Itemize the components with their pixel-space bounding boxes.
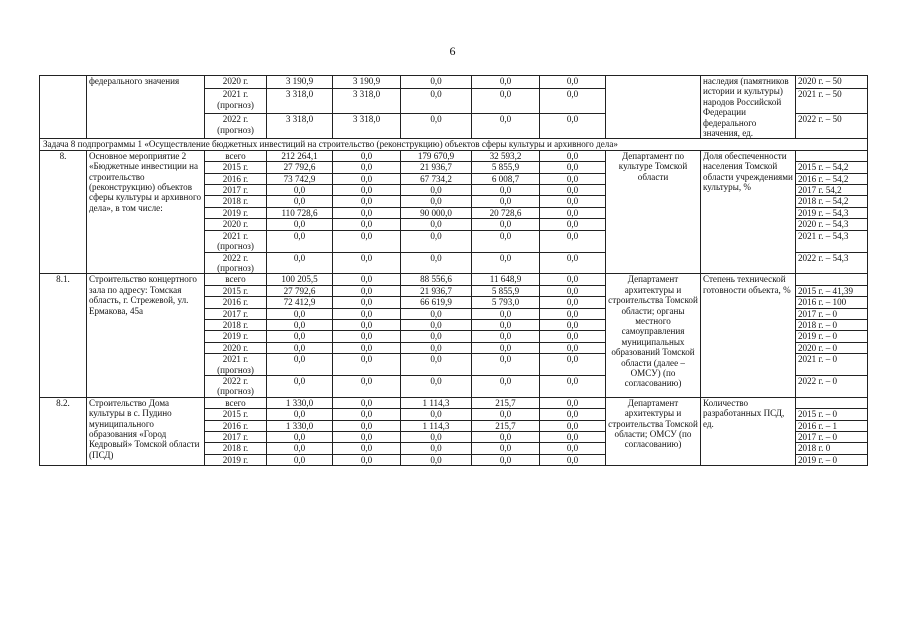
value-cell: 0,0 xyxy=(540,454,606,465)
value-cell: 0,0 xyxy=(333,173,401,184)
task-heading: Задача 8 подпрограммы 1 «Осуществление бюджетных инвестиций на строительство (реконструкцию) объектов сферы культуры и архивного дела» xyxy=(40,139,868,150)
value-cell: 0,0 xyxy=(540,375,606,397)
indicator-value-cell: 2020 г. – 54,3 xyxy=(796,219,868,230)
indicator-value-cell: 2022 г. – 50 xyxy=(796,114,868,139)
indicator-value-cell xyxy=(796,150,868,161)
value-cell: 0,0 xyxy=(333,331,401,342)
value-cell: 0,0 xyxy=(401,342,472,353)
value-cell: 0,0 xyxy=(267,354,333,376)
value-cell: 0,0 xyxy=(333,375,401,397)
value-cell: 1 114,3 xyxy=(401,397,472,408)
value-cell: 0,0 xyxy=(401,331,472,342)
value-cell: 5 855,9 xyxy=(472,162,540,173)
value-cell: 0,0 xyxy=(267,185,333,196)
value-cell: 0,0 xyxy=(540,196,606,207)
year-cell: 2022 г. (прогноз) xyxy=(205,375,267,397)
year-cell: 2019 г. xyxy=(205,454,267,465)
indicator-value-cell: 2019 г. – 0 xyxy=(796,454,868,465)
table-row xyxy=(40,274,868,285)
indicator-value-cell: 2018 г. – 0 xyxy=(796,319,868,330)
year-cell: 2017 г. xyxy=(205,185,267,196)
indicator-cell: Степень технической готовности объекта, % xyxy=(701,274,796,397)
value-cell: 1 330,0 xyxy=(267,397,333,408)
value-cell: 110 728,6 xyxy=(267,207,333,218)
value-cell: 88 556,6 xyxy=(401,274,472,285)
value-cell: 0,0 xyxy=(540,114,606,139)
value-cell: 0,0 xyxy=(267,432,333,443)
indicator-value-cell: 2021 г. – 54,3 xyxy=(796,230,868,252)
value-cell: 0,0 xyxy=(333,409,401,420)
value-cell: 0,0 xyxy=(540,219,606,230)
value-cell: 0,0 xyxy=(333,285,401,296)
year-cell: 2016 г. xyxy=(205,420,267,431)
value-cell: 0,0 xyxy=(333,162,401,173)
value-cell: 67 734,2 xyxy=(401,173,472,184)
value-cell: 215,7 xyxy=(472,420,540,431)
value-cell: 0,0 xyxy=(472,252,540,274)
indicator-value-cell: 2022 г. – 54,3 xyxy=(796,252,868,274)
value-cell: 0,0 xyxy=(401,185,472,196)
page-number: 6 xyxy=(449,44,456,58)
value-cell: 0,0 xyxy=(333,342,401,353)
value-cell: 0,0 xyxy=(401,219,472,230)
value-cell: 0,0 xyxy=(401,89,472,114)
executor-cell: Департамент по культуре Томской области xyxy=(606,150,701,273)
year-cell: 2015 г. xyxy=(205,409,267,420)
value-cell: 0,0 xyxy=(401,354,472,376)
value-cell: 0,0 xyxy=(267,252,333,274)
value-cell: 0,0 xyxy=(333,432,401,443)
table-row xyxy=(40,150,868,161)
value-cell: 0,0 xyxy=(267,331,333,342)
value-cell: 0,0 xyxy=(540,185,606,196)
value-cell: 3 318,0 xyxy=(267,114,333,139)
value-cell: 0,0 xyxy=(267,342,333,353)
value-cell: 0,0 xyxy=(472,331,540,342)
indicator-value-cell: 2015 г. – 41,39 xyxy=(796,285,868,296)
year-cell: 2022 г. (прогноз) xyxy=(205,252,267,274)
value-cell: 0,0 xyxy=(540,274,606,285)
year-cell: 2021 г. (прогноз) xyxy=(205,354,267,376)
table-row xyxy=(40,397,868,408)
year-cell: 2018 г. xyxy=(205,196,267,207)
value-cell: 3 318,0 xyxy=(333,89,401,114)
indicator-cell: наследия (памятников истории и культуры) народов Российской Федерации федерального значения, ед. xyxy=(701,76,796,139)
indicator-value-cell: 2015 г. – 54,2 xyxy=(796,162,868,173)
num-cell xyxy=(40,76,87,139)
table-row xyxy=(40,76,868,89)
value-cell: 20 728,6 xyxy=(472,207,540,218)
value-cell: 6 008,7 xyxy=(472,173,540,184)
value-cell: 0,0 xyxy=(267,308,333,319)
year-cell: 2021 г. (прогноз) xyxy=(205,89,267,114)
value-cell: 0,0 xyxy=(540,76,606,89)
value-cell: 179 670,9 xyxy=(401,150,472,161)
value-cell: 0,0 xyxy=(333,196,401,207)
indicator-value-cell xyxy=(796,397,868,408)
value-cell: 0,0 xyxy=(401,409,472,420)
indicator-value-cell: 2017 г. – 0 xyxy=(796,308,868,319)
name-cell: Строительство Дома культуры в с. Пудино муниципального образования «Город Кедровый» Томской области (ПСД) xyxy=(87,397,205,465)
value-cell: 0,0 xyxy=(333,420,401,431)
value-cell: 215,7 xyxy=(472,397,540,408)
value-cell: 27 792,6 xyxy=(267,162,333,173)
num-cell: 8.1. xyxy=(40,274,87,397)
year-cell: 2017 г. xyxy=(205,308,267,319)
value-cell: 3 318,0 xyxy=(267,89,333,114)
value-cell: 0,0 xyxy=(333,219,401,230)
table-body xyxy=(40,76,868,466)
value-cell: 0,0 xyxy=(540,331,606,342)
year-cell: 2016 г. xyxy=(205,297,267,308)
year-cell: 2017 г. xyxy=(205,432,267,443)
indicator-value-cell xyxy=(796,274,868,285)
value-cell: 0,0 xyxy=(267,319,333,330)
value-cell: 0,0 xyxy=(267,219,333,230)
indicator-value-cell: 2018 г. – 54,2 xyxy=(796,196,868,207)
value-cell: 0,0 xyxy=(540,397,606,408)
value-cell: 0,0 xyxy=(333,207,401,218)
task-row xyxy=(40,139,868,150)
value-cell: 0,0 xyxy=(333,443,401,454)
value-cell: 0,0 xyxy=(540,308,606,319)
year-cell: 2021 г. (прогноз) xyxy=(205,230,267,252)
year-cell: 2019 г. xyxy=(205,331,267,342)
indicator-value-cell: 2016 г. – 54,2 xyxy=(796,173,868,184)
indicator-value-cell: 2015 г. – 0 xyxy=(796,409,868,420)
value-cell: 0,0 xyxy=(267,196,333,207)
indicator-cell: Доля обеспеченности населения Томской области учреждениями культуры, % xyxy=(701,150,796,273)
year-cell: 2018 г. xyxy=(205,319,267,330)
value-cell: 0,0 xyxy=(540,252,606,274)
year-cell: 2016 г. xyxy=(205,173,267,184)
value-cell: 0,0 xyxy=(333,185,401,196)
indicator-value-cell: 2019 г. – 0 xyxy=(796,331,868,342)
value-cell: 3 190,9 xyxy=(333,76,401,89)
value-cell: 0,0 xyxy=(333,150,401,161)
value-cell: 0,0 xyxy=(267,230,333,252)
value-cell: 11 648,9 xyxy=(472,274,540,285)
indicator-value-cell: 2016 г. – 1 xyxy=(796,420,868,431)
indicator-value-cell: 2020 г. – 50 xyxy=(796,76,868,89)
year-cell: 2018 г. xyxy=(205,443,267,454)
value-cell: 0,0 xyxy=(540,297,606,308)
value-cell: 0,0 xyxy=(472,76,540,89)
value-cell: 0,0 xyxy=(333,397,401,408)
value-cell: 0,0 xyxy=(401,454,472,465)
value-cell: 0,0 xyxy=(472,185,540,196)
value-cell: 0,0 xyxy=(472,196,540,207)
value-cell: 0,0 xyxy=(540,342,606,353)
indicator-value-cell: 2021 г. – 50 xyxy=(796,89,868,114)
value-cell: 0,0 xyxy=(540,173,606,184)
value-cell: 0,0 xyxy=(540,162,606,173)
value-cell: 0,0 xyxy=(540,443,606,454)
value-cell: 72 412,9 xyxy=(267,297,333,308)
value-cell: 1 330,0 xyxy=(267,420,333,431)
value-cell: 90 000,0 xyxy=(401,207,472,218)
value-cell: 0,0 xyxy=(472,319,540,330)
value-cell: 0,0 xyxy=(472,114,540,139)
value-cell: 5 793,0 xyxy=(472,297,540,308)
value-cell: 3 190,9 xyxy=(267,76,333,89)
value-cell: 0,0 xyxy=(333,297,401,308)
executor-cell xyxy=(606,76,701,139)
value-cell: 21 936,7 xyxy=(401,285,472,296)
value-cell: 0,0 xyxy=(401,375,472,397)
value-cell: 0,0 xyxy=(540,319,606,330)
value-cell: 0,0 xyxy=(472,342,540,353)
value-cell: 0,0 xyxy=(472,89,540,114)
value-cell: 0,0 xyxy=(472,375,540,397)
value-cell: 0,0 xyxy=(333,354,401,376)
indicator-value-cell: 2022 г. – 0 xyxy=(796,375,868,397)
value-cell: 32 593,2 xyxy=(472,150,540,161)
year-cell: 2019 г. xyxy=(205,207,267,218)
value-cell: 0,0 xyxy=(401,432,472,443)
name-cell: Строительство концертного зала по адресу: Томская область, г. Стрежевой, ул. Ермакова, 45а xyxy=(87,274,205,397)
value-cell: 0,0 xyxy=(267,454,333,465)
year-cell: всего xyxy=(205,397,267,408)
value-cell: 0,0 xyxy=(472,443,540,454)
indicator-value-cell: 2017 г. – 0 xyxy=(796,432,868,443)
year-cell: 2015 г. xyxy=(205,285,267,296)
value-cell: 0,0 xyxy=(333,454,401,465)
year-cell: 2015 г. xyxy=(205,162,267,173)
value-cell: 0,0 xyxy=(472,354,540,376)
value-cell: 0,0 xyxy=(540,409,606,420)
value-cell: 0,0 xyxy=(472,308,540,319)
value-cell: 0,0 xyxy=(333,230,401,252)
value-cell: 0,0 xyxy=(401,443,472,454)
value-cell: 66 619,9 xyxy=(401,297,472,308)
value-cell: 0,0 xyxy=(472,409,540,420)
value-cell: 1 114,3 xyxy=(401,420,472,431)
value-cell: 0,0 xyxy=(333,252,401,274)
name-cell: Основное мероприятие 2 «Бюджетные инвестиции на строительство (реконструкцию) объектов сферы культуры и архивного дела», в том числе: xyxy=(87,150,205,273)
value-cell: 0,0 xyxy=(267,443,333,454)
num-cell: 8.2. xyxy=(40,397,87,465)
value-cell: 0,0 xyxy=(401,196,472,207)
value-cell: 0,0 xyxy=(472,230,540,252)
year-cell: всего xyxy=(205,150,267,161)
value-cell: 0,0 xyxy=(540,89,606,114)
value-cell: 5 855,9 xyxy=(472,285,540,296)
value-cell: 0,0 xyxy=(401,114,472,139)
executor-cell: Департамент архитектуры и строительства Томской области; ОМСУ (по согласованию) xyxy=(606,397,701,465)
value-cell: 0,0 xyxy=(472,219,540,230)
value-cell: 0,0 xyxy=(401,319,472,330)
indicator-value-cell: 2020 г. – 0 xyxy=(796,342,868,353)
num-cell: 8. xyxy=(40,150,87,273)
indicator-value-cell: 2016 г. – 100 xyxy=(796,297,868,308)
value-cell: 0,0 xyxy=(401,308,472,319)
value-cell: 0,0 xyxy=(540,432,606,443)
value-cell: 21 936,7 xyxy=(401,162,472,173)
value-cell: 3 318,0 xyxy=(333,114,401,139)
value-cell: 100 205,5 xyxy=(267,274,333,285)
value-cell: 0,0 xyxy=(333,308,401,319)
value-cell: 0,0 xyxy=(267,409,333,420)
year-cell: всего xyxy=(205,274,267,285)
year-cell: 2020 г. xyxy=(205,219,267,230)
value-cell: 0,0 xyxy=(540,230,606,252)
indicator-value-cell: 2019 г. – 54,3 xyxy=(796,207,868,218)
value-cell: 0,0 xyxy=(540,420,606,431)
value-cell: 0,0 xyxy=(267,375,333,397)
value-cell: 0,0 xyxy=(540,354,606,376)
name-cell: федерального значения xyxy=(87,76,205,139)
value-cell: 0,0 xyxy=(540,207,606,218)
value-cell: 73 742,9 xyxy=(267,173,333,184)
value-cell: 0,0 xyxy=(333,274,401,285)
year-cell: 2022 г. (прогноз) xyxy=(205,114,267,139)
indicator-cell: Количество разработанных ПСД, ед. xyxy=(701,397,796,465)
indicator-value-cell: 2018 г. 0 xyxy=(796,443,868,454)
indicator-value-cell: 2017 г. 54,2 xyxy=(796,185,868,196)
year-cell: 2020 г. xyxy=(205,76,267,89)
value-cell: 0,0 xyxy=(472,454,540,465)
value-cell: 0,0 xyxy=(401,76,472,89)
executor-cell: Департамент архитектуры и строительства Томской области; органы местного самоуправления муниципальных образований Томской области (далее – ОМСУ) (по согласованию) xyxy=(606,274,701,397)
value-cell: 0,0 xyxy=(401,252,472,274)
value-cell: 0,0 xyxy=(472,432,540,443)
year-cell: 2020 г. xyxy=(205,342,267,353)
value-cell: 27 792,6 xyxy=(267,285,333,296)
value-cell: 212 264,1 xyxy=(267,150,333,161)
budget-table xyxy=(39,75,868,466)
value-cell: 0,0 xyxy=(540,150,606,161)
value-cell: 0,0 xyxy=(540,285,606,296)
indicator-value-cell: 2021 г. – 0 xyxy=(796,354,868,376)
value-cell: 0,0 xyxy=(333,319,401,330)
value-cell: 0,0 xyxy=(401,230,472,252)
